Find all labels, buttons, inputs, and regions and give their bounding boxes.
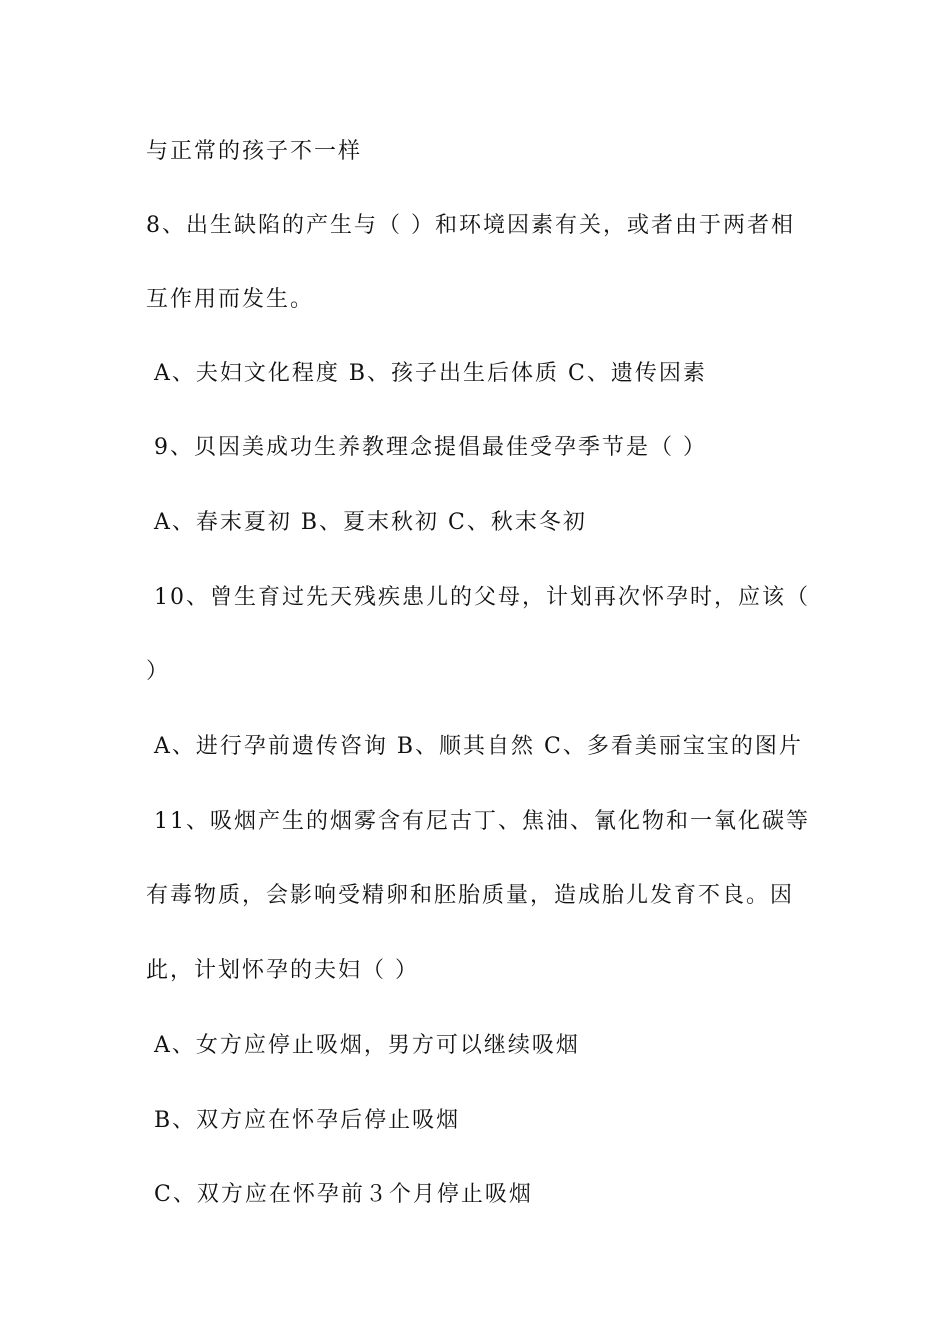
question-10-line-1: 10、曾生育过先天残疾患儿的父母，计划再次怀孕时，应该（ (154, 585, 810, 610)
text-line-continuation: 与正常的孩子不一样 (146, 139, 363, 164)
question-9-options: A、春末夏初 B、夏末秋初 C、秋末冬初 (154, 510, 587, 535)
question-11-line-2: 有毒物质，会影响受精卵和胚胎质量，造成胎儿发育不良。因 (146, 883, 795, 908)
question-9: 9、贝因美成功生养教理念提倡最佳受孕季节是（ ） (154, 435, 707, 460)
question-8-line-1: 8、出生缺陷的产生与（ ）和环境因素有关，或者由于两者相 (146, 213, 795, 238)
question-11-line-3: 此，计划怀孕的夫妇（ ） (146, 958, 419, 983)
question-10-options: A、进行孕前遗传咨询 B、顺其自然 C、多看美丽宝宝的图片 (154, 734, 803, 759)
question-8-line-2: 互作用而发生。 (146, 287, 315, 312)
question-11-option-b: B、双方应在怀孕后停止吸烟 (154, 1108, 461, 1133)
question-10-line-2: ） (146, 659, 171, 684)
question-11-option-a: A、女方应停止吸烟，男方可以继续吸烟 (154, 1033, 580, 1058)
question-11-line-1: 11、吸烟产生的烟雾含有尼古丁、焦油、氰化物和一氧化碳等 (154, 809, 810, 834)
question-8-options: A、夫妇文化程度 B、孩子出生后体质 C、遗传因素 (154, 361, 707, 386)
question-11-option-c: C、双方应在怀孕前３个月停止吸烟 (154, 1182, 533, 1207)
